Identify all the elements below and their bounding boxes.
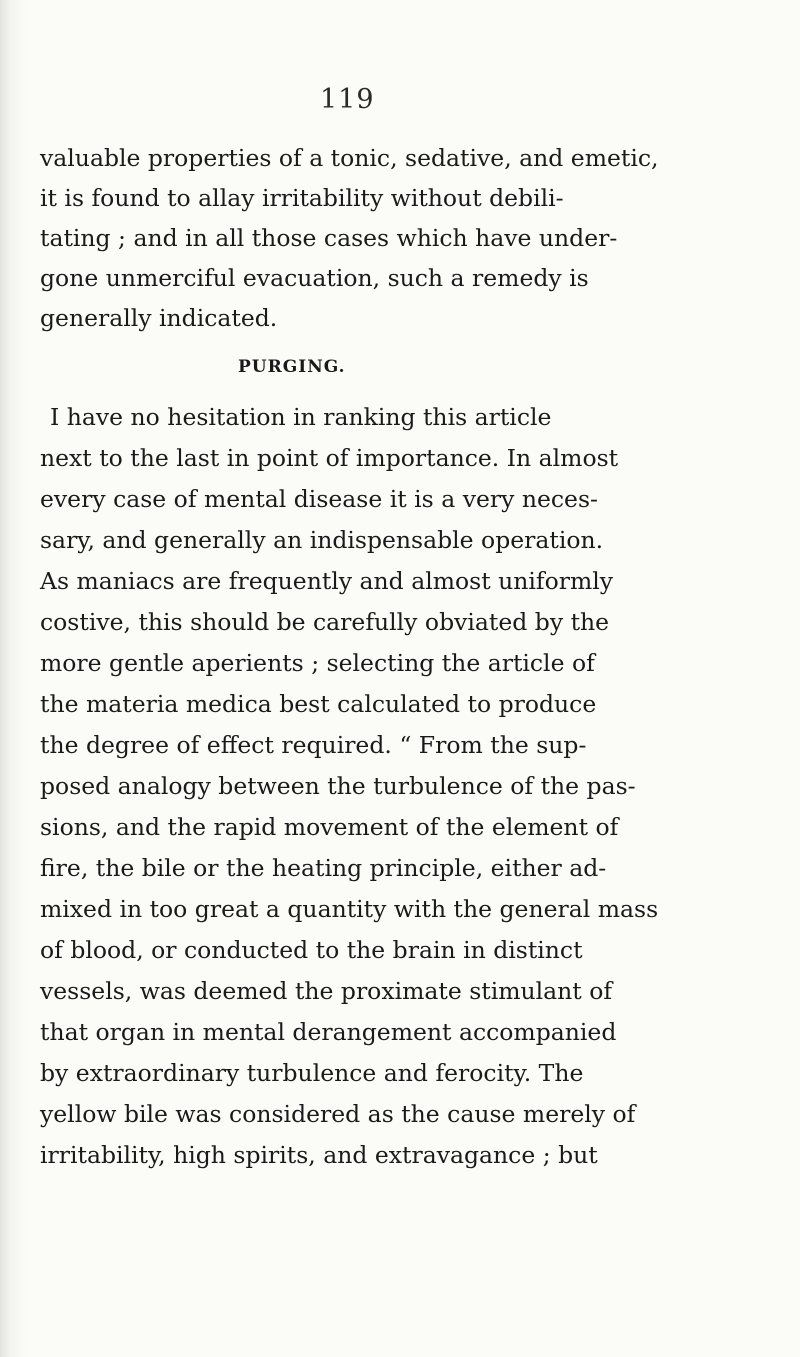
text-line: posed analogy between the turbulence of the pas-: [40, 772, 636, 800]
text-line: next to the last in point of importance. In almost: [40, 444, 619, 472]
text-line: every case of mental disease it is a very neces-: [40, 485, 598, 513]
text-line: that organ in mental derangement accompanied: [40, 1018, 617, 1046]
text-line: sary, and generally an indispensable operation.: [40, 526, 604, 554]
text-line: gone unmerciful evacuation, such a remedy is: [40, 264, 589, 292]
text-line: costive, this should be carefully obviated by the: [40, 608, 610, 636]
text-line: the materia medica best calculated to produce: [40, 690, 597, 718]
text-line: As maniacs are frequently and almost uniformly: [40, 567, 614, 595]
text-line: of blood, or conducted to the brain in distinct: [40, 936, 583, 964]
text-line: tating ; and in all those cases which have under-: [40, 224, 618, 252]
text-line: yellow bile was considered as the cause merely of: [40, 1100, 636, 1128]
text-line: fire, the bile or the heating principle, either ad-: [40, 854, 607, 882]
text-line: irritability, high spirits, and extravagance ; but: [40, 1141, 598, 1169]
text-line: the degree of effect required. “ From the sup-: [40, 731, 587, 759]
section-heading: PURGING.: [238, 357, 346, 377]
text-line: valuable properties of a tonic, sedative, and emetic,: [40, 144, 659, 172]
text-line: generally indicated.: [40, 304, 278, 332]
text-line: mixed in too great a quantity with the general mass: [40, 895, 659, 923]
page-number: 119: [320, 84, 375, 115]
text-line: it is found to allay irritability without debili-: [40, 184, 564, 212]
text-line: by extraordinary turbulence and ferocity. The: [40, 1059, 584, 1087]
text-line: I have no hesitation in ranking this article: [50, 403, 552, 431]
text-line: more gentle aperients ; selecting the article of: [40, 649, 595, 677]
text-line: vessels, was deemed the proximate stimulant of: [40, 977, 613, 1005]
text-line: sions, and the rapid movement of the element of: [40, 813, 619, 841]
